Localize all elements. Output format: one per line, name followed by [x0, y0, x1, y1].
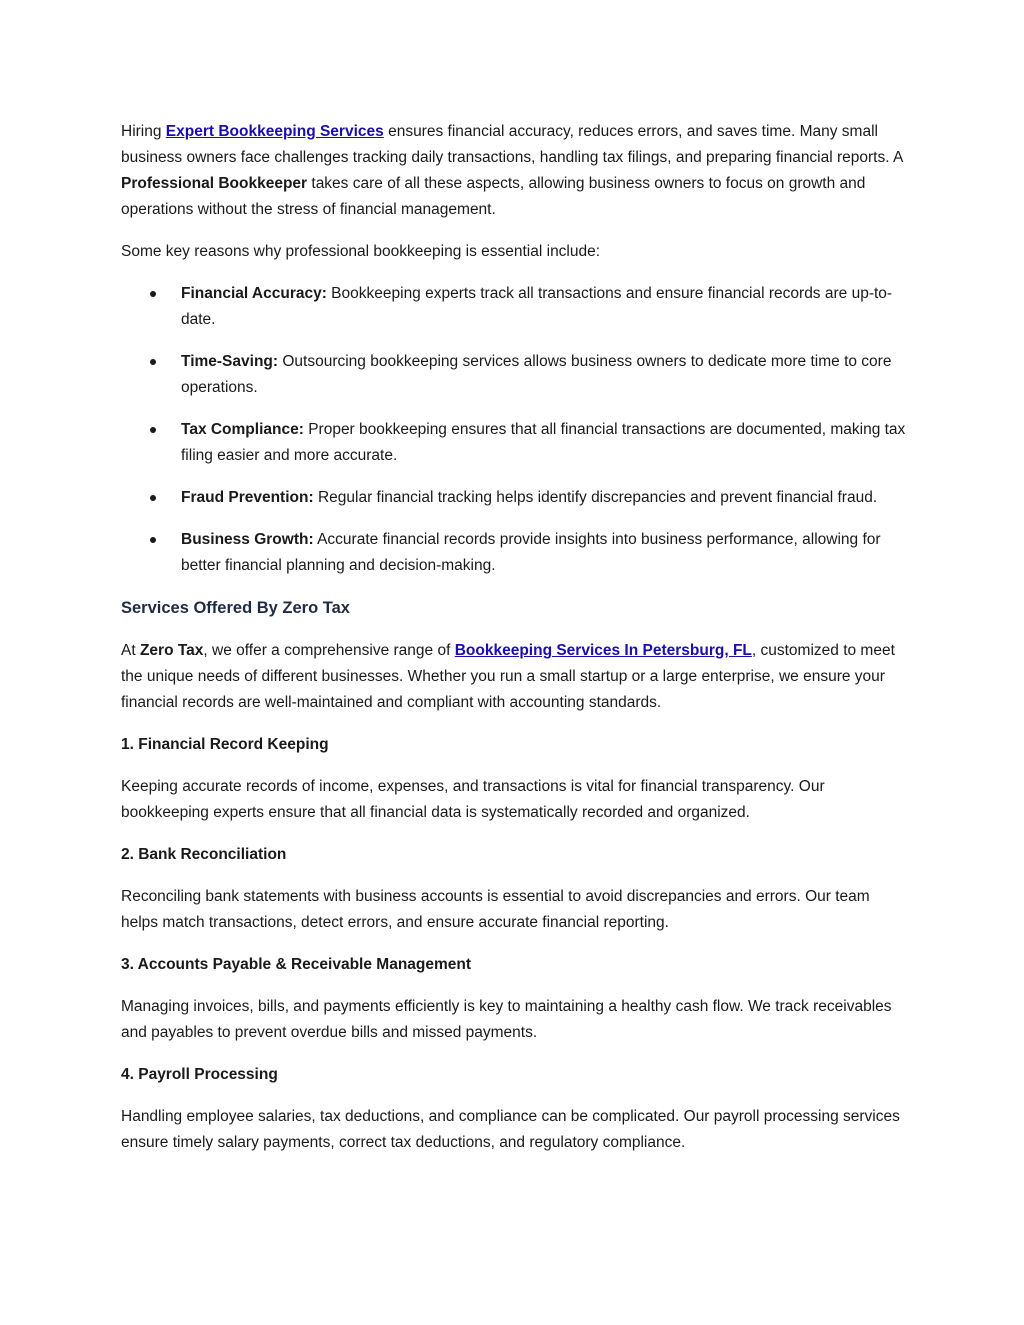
- service-text-bank-reconciliation: Reconciling bank statements with business accounts is essential to avoid discrepancies and errors. Our team helps match transactions, detect errors, and ensure accurate financial reporting.: [121, 888, 870, 931]
- list-item: [121, 349, 906, 401]
- service-title-accounts: 3. Accounts Payable & Receivable Management: [121, 956, 472, 973]
- intro-prefix: Hiring: [121, 123, 166, 140]
- services-intro-suffix: , customized to meet the unique needs of different businesses. Whether you run a small startup or a large enterprise, we ensure your financial records are well-maintained and compliant with accounting standards.: [121, 642, 895, 711]
- reasons-lead: Some key reasons why professional bookkeeping is essential include:: [121, 243, 601, 260]
- list-item: [121, 417, 906, 469]
- bullet-icon: [150, 495, 156, 501]
- list-item: [121, 527, 906, 579]
- reason-title: Tax Compliance:: [181, 421, 304, 438]
- company-name: Zero Tax: [139, 642, 204, 659]
- service-title-bank-reconciliation: 2. Bank Reconciliation: [121, 846, 287, 863]
- reason-title: Financial Accuracy:: [181, 285, 327, 302]
- service-title-payroll: 4. Payroll Processing: [121, 1066, 278, 1083]
- reason-title: Fraud Prevention:: [181, 489, 314, 506]
- service-text-accounts: Managing invoices, bills, and payments efficiently is key to maintaining a healthy cash flow. We track receivables and payables to prevent overdue bills and missed payments.: [121, 998, 892, 1041]
- reason-title: Business Growth:: [181, 531, 314, 548]
- reason-text: Outsourcing bookkeeping services allows business owners to dedicate more time to core operations.: [181, 353, 892, 396]
- list-item: [121, 485, 906, 511]
- service-text-payroll: Handling employee salaries, tax deductions, and compliance can be complicated. Our payroll processing services ensure timely salary payments, correct tax deductions, and regulatory compliance.: [121, 1108, 900, 1151]
- reason-text: Accurate financial records provide insights into business performance, allowing for better financial planning and decision-making.: [181, 531, 881, 574]
- bookkeeping-petersburg-link[interactable]: Bookkeeping Services In Petersburg, FL: [454, 642, 752, 659]
- services-intro-paragraph: [121, 638, 906, 716]
- bullet-icon: [150, 291, 156, 297]
- reason-text: Proper bookkeeping ensures that all financial transactions are documented, making tax filing easier and more accurate.: [181, 421, 906, 464]
- reason-title: Time-Saving:: [181, 353, 279, 370]
- list-item: [121, 281, 906, 333]
- reason-text: Regular financial tracking helps identify discrepancies and prevent financial fraud.: [313, 489, 878, 506]
- bullet-icon: [150, 359, 156, 365]
- reason-text: Bookkeeping experts track all transactions and ensure financial records are up-to-date.: [181, 285, 893, 328]
- services-intro-prefix: At: [121, 642, 140, 659]
- intro-suffix: takes care of all these aspects, allowing business owners to focus on growth and operations without the stress of financial management.: [121, 175, 866, 218]
- services-intro-mid: , we offer a comprehensive range of: [203, 642, 455, 659]
- bullet-icon: [150, 427, 156, 433]
- intro-paragraph: [121, 119, 906, 223]
- expert-bookkeeping-link[interactable]: Expert Bookkeeping Services: [165, 123, 384, 140]
- bullet-icon: [150, 537, 156, 543]
- service-title-record-keeping: 1. Financial Record Keeping: [121, 736, 329, 753]
- reasons-list: [121, 281, 906, 579]
- intro-mid: ensures financial accuracy, reduces errors, and saves time. Many small business owners face challenges tracking daily transactions, handling tax filings, and preparing financial reports. A: [121, 123, 903, 166]
- intro-bold: Professional Bookkeeper: [121, 175, 308, 192]
- services-heading: Services Offered By Zero Tax: [121, 599, 350, 617]
- service-text-record-keeping: Keeping accurate records of income, expenses, and transactions is vital for financial transparency. Our bookkeeping experts ensure that all financial data is systematically recorded and organized.: [121, 778, 825, 821]
